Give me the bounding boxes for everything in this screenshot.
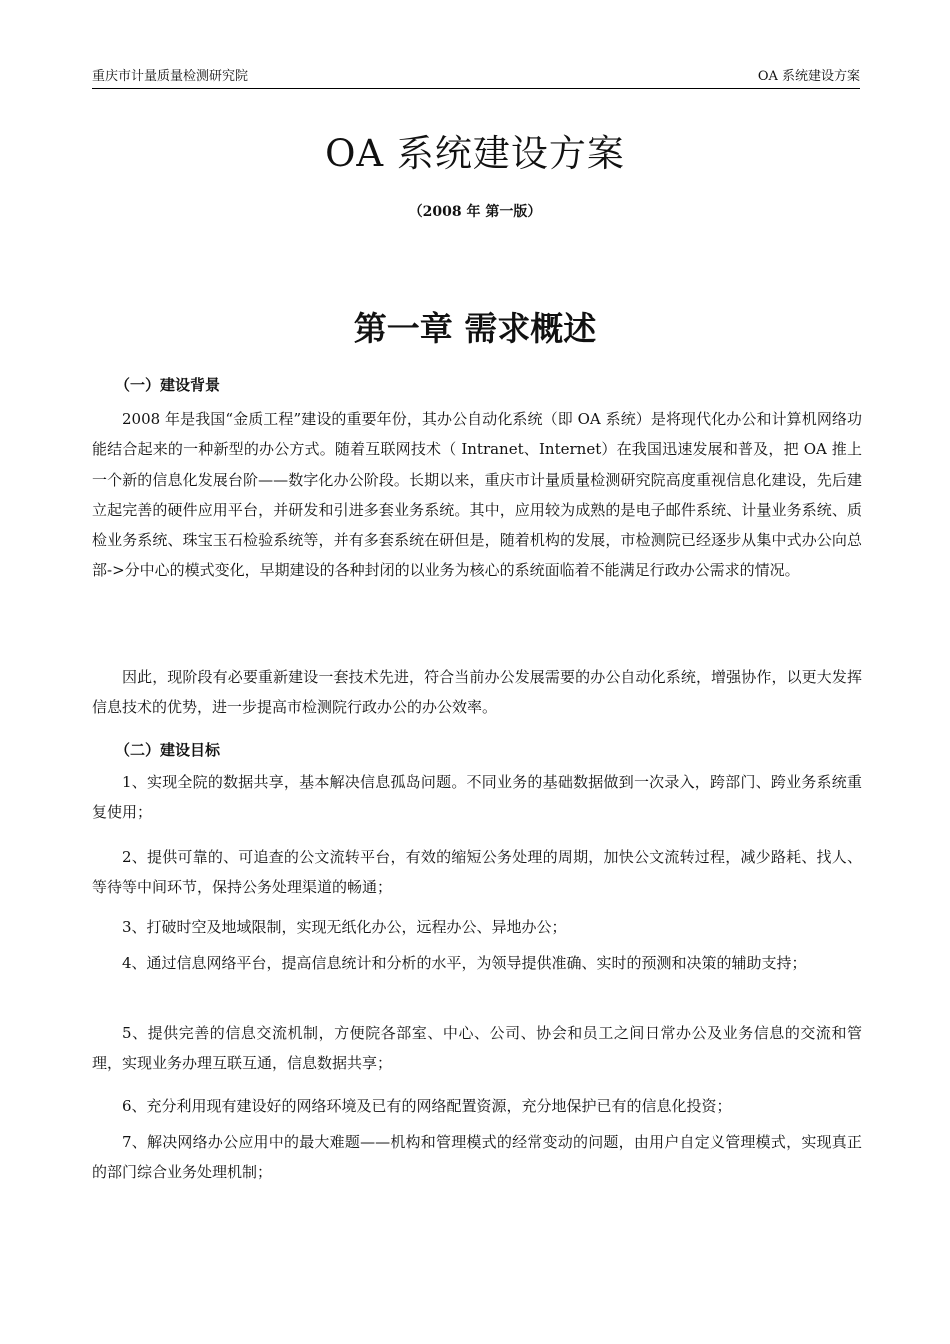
goal-item-2: 2、提供可靠的、可追查的公文流转平台，有效的缩短公务处理的周期，加快公文流转过程，减少路耗、找人、等待等中间环节，保持公务处理渠道的畅通； bbox=[92, 848, 862, 897]
header-document-name: OA 系统建设方案 bbox=[757, 69, 860, 84]
chapter-title: 第一章 需求概述 bbox=[353, 309, 597, 348]
goal-item-1: 1、实现全院的数据共享，基本解决信息孤岛问题。不同业务的基础数据做到一次录入，跨部门、跨业务系统重复使用； bbox=[92, 773, 862, 822]
document-subtitle: （2008 年 第一版） bbox=[408, 204, 542, 220]
paragraph-rationale: 因此，现阶段有必要重新建设一套技术先进，符合当前办公发展需要的办公自动化系统，增强协作，以更大发挥信息技术的优势，进一步提高市检测院行政办公的办公效率。 bbox=[92, 668, 862, 717]
goal-item-4: 4、通过信息网络平台，提高信息统计和分析的水平，为领导提供准确、实时的预测和决策的辅助支持； bbox=[122, 954, 807, 972]
paragraph-background: 2008 年是我国“金质工程”建设的重要年份，其办公自动化系统（即 OA 系统）是将现代化办公和计算机网络功能结合起来的一种新型的办公方式。随着互联网技术（ Intranet、Internet）在我国迅速发展和普及，把 OA 推上一个新的信息化发展台阶——数字化办公阶段。长期以来，重庆市计量质量检测研究院高度重视信息化建设，先后建立起完善的硬件应用平台，并研发和引进多套业务系统。其中，应用较为成熟的是电子邮件系统、计量业务系统、质检业务系统、珠宝玉石检验系统等，并有多套系统在研但是，随着机构的发展，市检测院已经逐步从集中式办公向总部->分中心的模式变化，早期建设的各种封闭的以业务为核心的系统面临着不能满足行政办公需求的情况。 bbox=[92, 410, 862, 580]
section-heading-background: （一）建设背景 bbox=[115, 376, 221, 394]
goal-item-7: 7、解决网络办公应用中的最大难题——机构和管理模式的经常变动的问题，由用户自定义管理模式，实现真正的部门综合业务处理机制； bbox=[92, 1133, 862, 1182]
page-header bbox=[92, 68, 860, 89]
section-heading-goals: （二）建设目标 bbox=[115, 741, 221, 759]
goal-item-3: 3、打破时空及地域限制，实现无纸化办公，远程办公、异地办公； bbox=[122, 918, 567, 936]
goal-item-5: 5、提供完善的信息交流机制，方便院各部室、中心、公司、协会和员工之间日常办公及业务信息的交流和管理，实现业务办理互联互通，信息数据共享； bbox=[92, 1024, 862, 1073]
document-title: OA 系统建设方案 bbox=[325, 132, 625, 175]
header-organization: 重庆市计量质量检测研究院 bbox=[92, 69, 249, 84]
goal-item-6: 6、充分利用现有建设好的网络环境及已有的网络配置资源，充分地保护已有的信息化投资； bbox=[122, 1097, 732, 1115]
